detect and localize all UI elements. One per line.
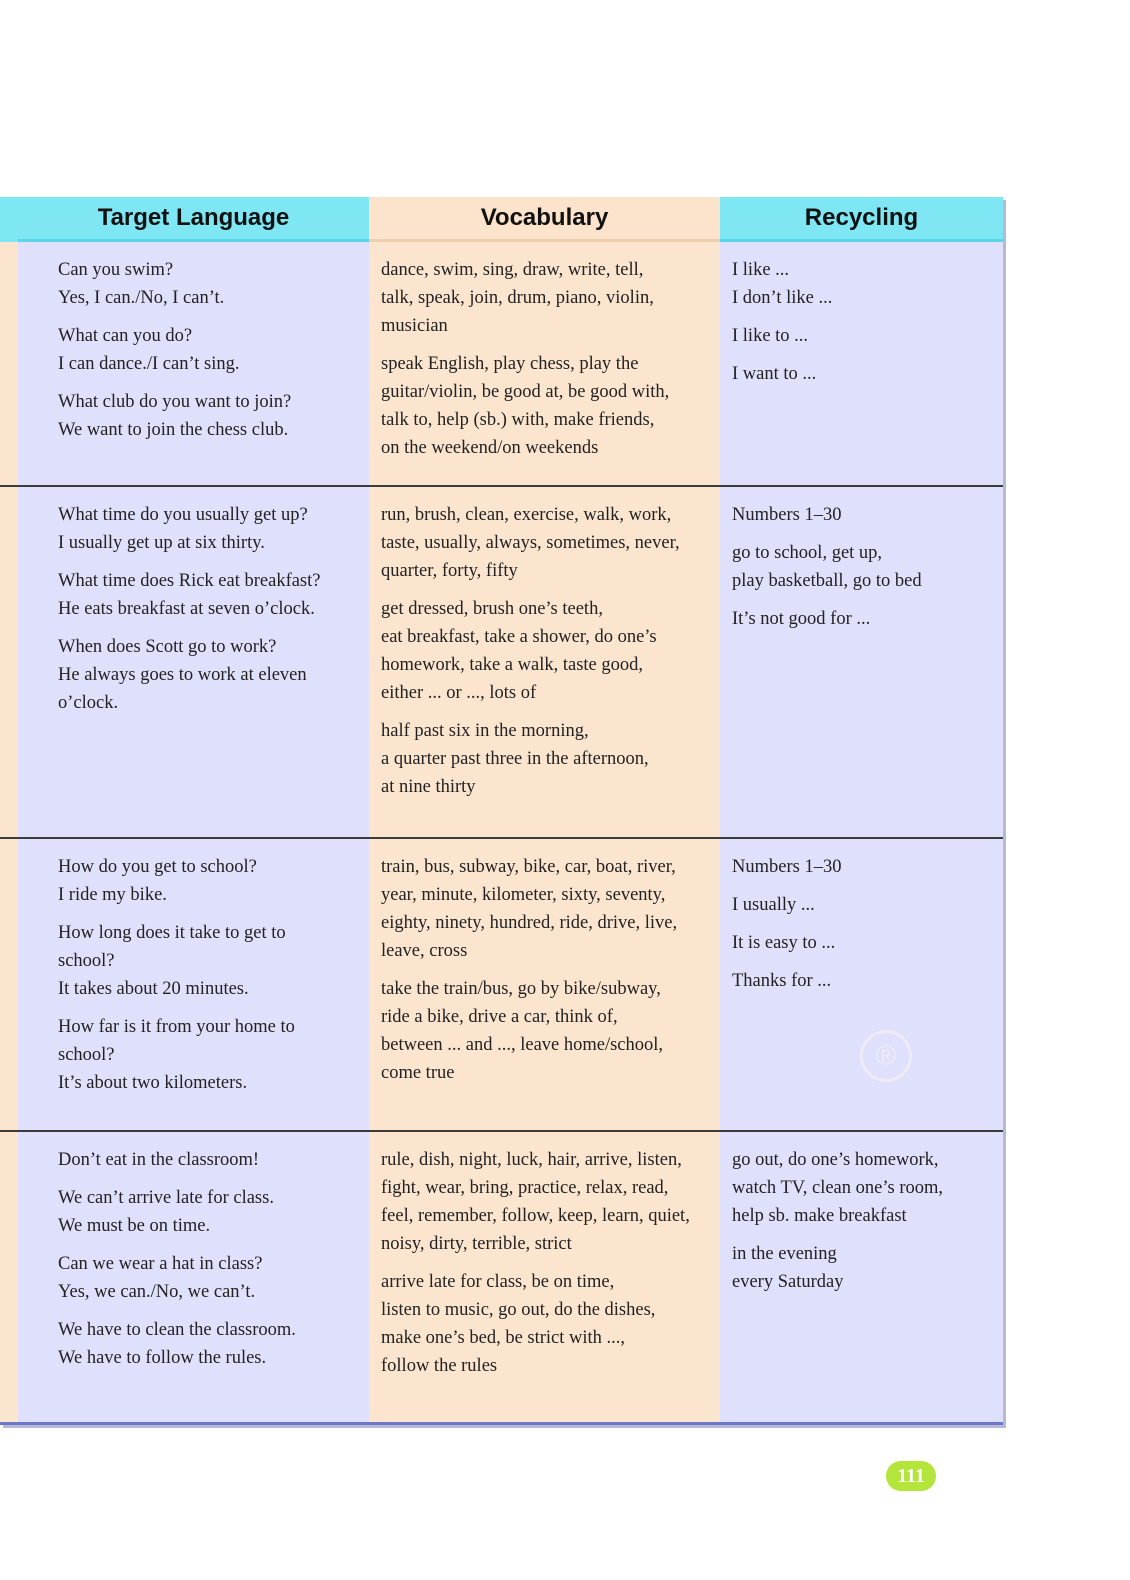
text-line: Yes, we can./No, we can’t. xyxy=(58,1282,256,1302)
text-line: leave, cross xyxy=(381,941,468,961)
text-line: arrive late for class, be on time, xyxy=(381,1272,615,1292)
text-line: go out, do one’s homework, xyxy=(732,1150,939,1170)
text-line: Thanks for ... xyxy=(732,971,832,991)
table-header xyxy=(0,197,1003,242)
target-language-cell xyxy=(18,1132,369,1422)
text-line: help sb. make breakfast xyxy=(732,1206,907,1226)
text-line: When does Scott go to work? xyxy=(58,637,277,657)
text-line: a quarter past three in the afternoon, xyxy=(381,749,649,769)
text-group xyxy=(381,350,712,462)
target-language-cell xyxy=(18,839,369,1130)
text-line: run, brush, clean, exercise, walk, work, xyxy=(381,505,672,525)
text-line: dance, swim, sing, draw, write, tell, xyxy=(381,260,644,280)
text-line: every Saturday xyxy=(732,1272,844,1292)
text-line: rule, dish, night, luck, hair, arrive, listen, xyxy=(381,1150,682,1170)
text-line: fight, wear, bring, practice, relax, read, xyxy=(381,1178,669,1198)
registered-watermark: ® xyxy=(860,1030,912,1082)
text-line: It’s about two kilometers. xyxy=(58,1073,248,1093)
text-line: homework, take a walk, taste good, xyxy=(381,655,644,675)
table-row xyxy=(0,1132,1003,1425)
text-line: follow the rules xyxy=(381,1356,498,1376)
text-group xyxy=(58,1250,349,1306)
vocabulary-cell xyxy=(369,487,720,837)
text-group xyxy=(732,501,995,529)
text-line: year, minute, kilometer, sixty, seventy, xyxy=(381,885,666,905)
row-edge-strip xyxy=(0,839,18,1130)
row-edge-strip xyxy=(0,242,18,485)
text-line: It is easy to ... xyxy=(732,933,836,953)
text-group xyxy=(58,1013,349,1097)
text-group xyxy=(58,388,349,444)
text-group xyxy=(381,975,712,1087)
text-line: talk, speak, join, drum, piano, violin, xyxy=(381,288,654,308)
text-group xyxy=(58,853,349,909)
text-group xyxy=(381,256,712,340)
page-number: 111 xyxy=(886,1461,936,1491)
text-line: I like ... xyxy=(732,260,790,280)
text-line: How do you get to school? xyxy=(58,857,257,877)
text-line: school? xyxy=(58,951,115,971)
text-line: school? xyxy=(58,1045,115,1065)
text-group xyxy=(732,967,995,995)
text-group xyxy=(58,1184,349,1240)
text-line: go to school, get up, xyxy=(732,543,883,563)
text-line: I want to ... xyxy=(732,364,817,384)
text-line: train, bus, subway, bike, car, boat, river, xyxy=(381,857,676,877)
recycling-cell xyxy=(720,1132,1003,1422)
text-group xyxy=(732,256,995,312)
text-line: ride a bike, drive a car, think of, xyxy=(381,1007,618,1027)
text-group xyxy=(381,1268,712,1380)
recycling-cell xyxy=(720,242,1003,485)
text-group xyxy=(381,501,712,585)
text-line: watch TV, clean one’s room, xyxy=(732,1178,943,1198)
text-group xyxy=(732,1146,995,1230)
table-row xyxy=(0,242,1003,487)
text-group xyxy=(732,322,995,350)
text-line: We want to join the chess club. xyxy=(58,420,289,440)
text-line: take the train/bus, go by bike/subway, xyxy=(381,979,661,999)
text-group xyxy=(732,853,995,881)
text-group xyxy=(381,853,712,965)
header-target-language: Target Language xyxy=(18,197,369,242)
text-line: I usually get up at six thirty. xyxy=(58,533,265,553)
text-group xyxy=(58,919,349,1003)
text-line: How long does it take to get to xyxy=(58,923,286,943)
text-line: I usually ... xyxy=(732,895,815,915)
text-line: What time do you usually get up? xyxy=(58,505,308,525)
recycling-cell xyxy=(720,487,1003,837)
syllabus-table xyxy=(0,197,1003,1425)
text-line: get dressed, brush one’s teeth, xyxy=(381,599,603,619)
text-group xyxy=(381,595,712,707)
vocabulary-cell xyxy=(369,1132,720,1422)
text-line: I can dance./I can’t sing. xyxy=(58,354,240,374)
text-line: speak English, play chess, play the xyxy=(381,354,639,374)
text-line: noisy, dirty, terrible, strict xyxy=(381,1234,572,1254)
text-line: We have to follow the rules. xyxy=(58,1348,267,1368)
text-group xyxy=(732,891,995,919)
row-edge-strip xyxy=(0,1132,18,1422)
text-line: on the weekend/on weekends xyxy=(381,438,599,458)
text-group xyxy=(732,539,995,595)
text-line: talk to, help (sb.) with, make friends, xyxy=(381,410,655,430)
recycling-cell xyxy=(720,839,1003,1130)
text-line: We must be on time. xyxy=(58,1216,211,1236)
text-group xyxy=(732,929,995,957)
text-line: either ... or ..., lots of xyxy=(381,683,537,703)
text-group xyxy=(58,322,349,378)
text-line: It takes about 20 minutes. xyxy=(58,979,249,999)
header-recycling: Recycling xyxy=(720,197,1003,242)
text-line: What club do you want to join? xyxy=(58,392,292,412)
table-row xyxy=(0,839,1003,1132)
text-line: taste, usually, always, sometimes, never, xyxy=(381,533,680,553)
text-line: between ... and ..., leave home/school, xyxy=(381,1035,664,1055)
text-line: Can we wear a hat in class? xyxy=(58,1254,263,1274)
row-edge-strip xyxy=(0,487,18,837)
table-body xyxy=(0,242,1003,1425)
text-line: He eats breakfast at seven o’clock. xyxy=(58,599,315,619)
text-line: guitar/violin, be good at, be good with, xyxy=(381,382,670,402)
text-group xyxy=(58,1146,349,1174)
text-line: eighty, ninety, hundred, ride, drive, live, xyxy=(381,913,678,933)
text-group xyxy=(381,717,712,801)
text-group xyxy=(58,567,349,623)
text-line: Yes, I can./No, I can’t. xyxy=(58,288,225,308)
text-line: It’s not good for ... xyxy=(732,609,871,629)
text-line: come true xyxy=(381,1063,455,1083)
text-line: feel, remember, follow, keep, learn, quiet, xyxy=(381,1206,690,1226)
text-line: We have to clean the classroom. xyxy=(58,1320,296,1340)
text-line: half past six in the morning, xyxy=(381,721,589,741)
text-line: I like to ... xyxy=(732,326,809,346)
text-group xyxy=(732,360,995,388)
text-line: play basketball, go to bed xyxy=(732,571,922,591)
text-line: musician xyxy=(381,316,448,336)
text-line: Can you swim? xyxy=(58,260,174,280)
text-line: o’clock. xyxy=(58,693,119,713)
text-line: quarter, forty, fifty xyxy=(381,561,518,581)
target-language-cell xyxy=(18,242,369,485)
text-line: How far is it from your home to xyxy=(58,1017,295,1037)
text-line: Numbers 1–30 xyxy=(732,505,842,525)
text-group xyxy=(58,1316,349,1372)
header-vocabulary: Vocabulary xyxy=(369,197,720,242)
text-group xyxy=(58,501,349,557)
text-group xyxy=(732,1240,995,1296)
text-line: at nine thirty xyxy=(381,777,476,797)
vocabulary-cell xyxy=(369,839,720,1130)
text-line: I ride my bike. xyxy=(58,885,167,905)
text-line: make one’s bed, be strict with ..., xyxy=(381,1328,626,1348)
text-group xyxy=(381,1146,712,1258)
text-line: eat breakfast, take a shower, do one’s xyxy=(381,627,657,647)
text-group xyxy=(732,605,995,633)
text-line: listen to music, go out, do the dishes, xyxy=(381,1300,656,1320)
text-line: Numbers 1–30 xyxy=(732,857,842,877)
target-language-cell xyxy=(18,487,369,837)
header-edge-strip xyxy=(0,197,18,242)
text-group xyxy=(58,256,349,312)
text-line: What can you do? xyxy=(58,326,193,346)
text-line: I don’t like ... xyxy=(732,288,833,308)
text-group xyxy=(58,633,349,717)
table-row xyxy=(0,487,1003,839)
text-line: We can’t arrive late for class. xyxy=(58,1188,274,1208)
text-line: Don’t eat in the classroom! xyxy=(58,1150,260,1170)
vocabulary-cell xyxy=(369,242,720,485)
text-line: in the evening xyxy=(732,1244,837,1264)
text-line: What time does Rick eat breakfast? xyxy=(58,571,321,591)
text-line: He always goes to work at eleven xyxy=(58,665,307,685)
